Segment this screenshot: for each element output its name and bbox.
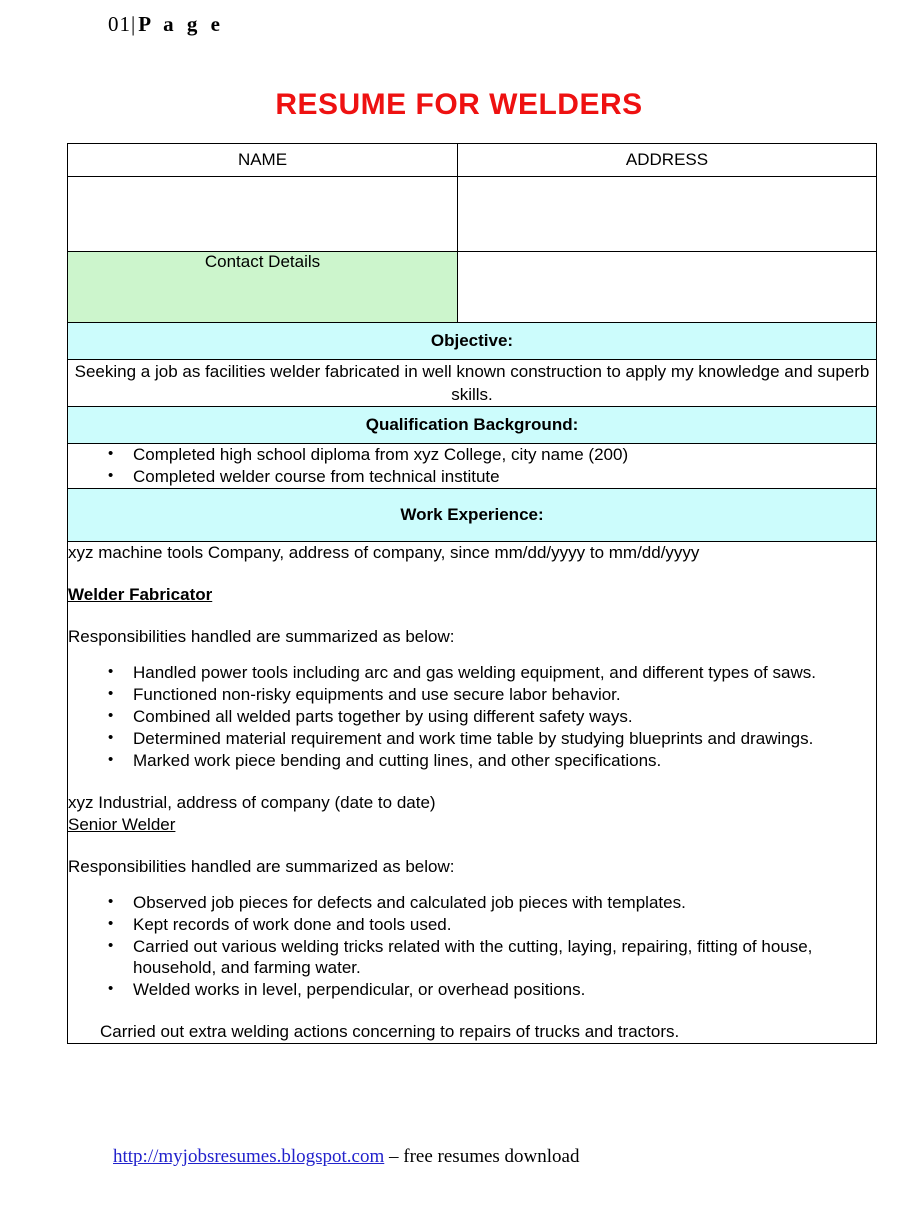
- page-header-separator: |: [131, 12, 139, 36]
- page-header-word: P a g e: [138, 12, 224, 36]
- name-column-header: NAME: [68, 144, 458, 177]
- resume-table: [67, 143, 877, 1044]
- section-row-work-experience-body: [68, 542, 877, 1044]
- job2-title: Senior Welder: [68, 815, 176, 834]
- spacer: [68, 878, 876, 892]
- job1-intro: Responsibilities handled are summarized as below:: [68, 627, 455, 646]
- objective-body: Seeking a job as facilities welder fabricated in well known construction to apply my knowledge and superb skills.: [68, 360, 877, 407]
- footer: [113, 1146, 580, 1168]
- address-column-header: ADDRESS: [458, 144, 877, 177]
- list-item: • Combined all welded parts together by using different safety ways.: [68, 706, 876, 727]
- work-experience-body: [68, 542, 877, 1044]
- section-row-objective-body: [68, 360, 877, 407]
- section-row-qualification-heading: [68, 407, 877, 444]
- table-row-headers: [68, 144, 877, 177]
- page-number-header: [108, 12, 224, 37]
- work-experience-heading: Work Experience:: [68, 489, 877, 542]
- contact-details-value-cell[interactable]: [458, 252, 877, 323]
- name-value-cell[interactable]: [68, 177, 458, 252]
- list-item: • Welded works in level, perpendicular, or overhead positions.: [68, 979, 876, 1000]
- section-row-qualification-body: [68, 444, 877, 489]
- job1-company-line: xyz machine tools Company, address of company, since mm/dd/yyyy to mm/dd/yyyy: [68, 543, 700, 562]
- footer-suffix: – free resumes download: [384, 1146, 580, 1167]
- job2-closing-line: Carried out extra welding actions concerning to repairs of trucks and tractors.: [100, 1022, 680, 1041]
- spacer: [68, 1001, 876, 1021]
- list-item: • Observed job pieces for defects and calculated job pieces with templates.: [68, 892, 876, 913]
- page-number: 01: [108, 12, 131, 36]
- list-item: • Functioned non-risky equipments and use secure labor behavior.: [68, 684, 876, 705]
- list-item: • Completed high school diploma from xyz College, city name (200): [68, 444, 876, 465]
- list-item: • Completed welder course from technical institute: [68, 466, 876, 487]
- spacer: [68, 606, 876, 626]
- table-row-contact: [68, 252, 877, 323]
- spacer: [68, 772, 876, 792]
- job1-title: Welder Fabricator: [68, 585, 213, 604]
- table-row-blank: [68, 177, 877, 252]
- list-item: • Carried out various welding tricks related with the cutting, laying, repairing, fitting of house, household, and farming water.: [68, 936, 876, 978]
- qualification-list: [68, 444, 876, 487]
- section-row-objective-heading: [68, 323, 877, 360]
- job2-responsibility-list: [68, 892, 876, 1000]
- address-value-cell[interactable]: [458, 177, 877, 252]
- job2-company-line: xyz Industrial, address of company (date to date): [68, 793, 436, 812]
- list-item: • Marked work piece bending and cutting lines, and other specifications.: [68, 750, 876, 771]
- qualification-body: [68, 444, 877, 489]
- contact-details-label: Contact Details: [68, 252, 458, 323]
- blog-link[interactable]: http://myjobsresumes.blogspot.com: [113, 1146, 385, 1167]
- spacer: [68, 648, 876, 662]
- job1-responsibility-list: [68, 662, 876, 771]
- spacer: [68, 836, 876, 856]
- section-row-work-experience-heading: [68, 489, 877, 542]
- qualification-heading: Qualification Background:: [68, 407, 877, 444]
- document-title: RESUME FOR WELDERS: [275, 88, 643, 121]
- list-item: • Determined material requirement and work time table by studying blueprints and drawings.: [68, 728, 876, 749]
- list-item: • Handled power tools including arc and gas welding equipment, and different types of saws.: [68, 662, 876, 683]
- objective-heading: Objective:: [68, 323, 877, 360]
- spacer: [68, 564, 876, 584]
- job2-intro: Responsibilities handled are summarized as below:: [68, 857, 455, 876]
- list-item: • Kept records of work done and tools used.: [68, 914, 876, 935]
